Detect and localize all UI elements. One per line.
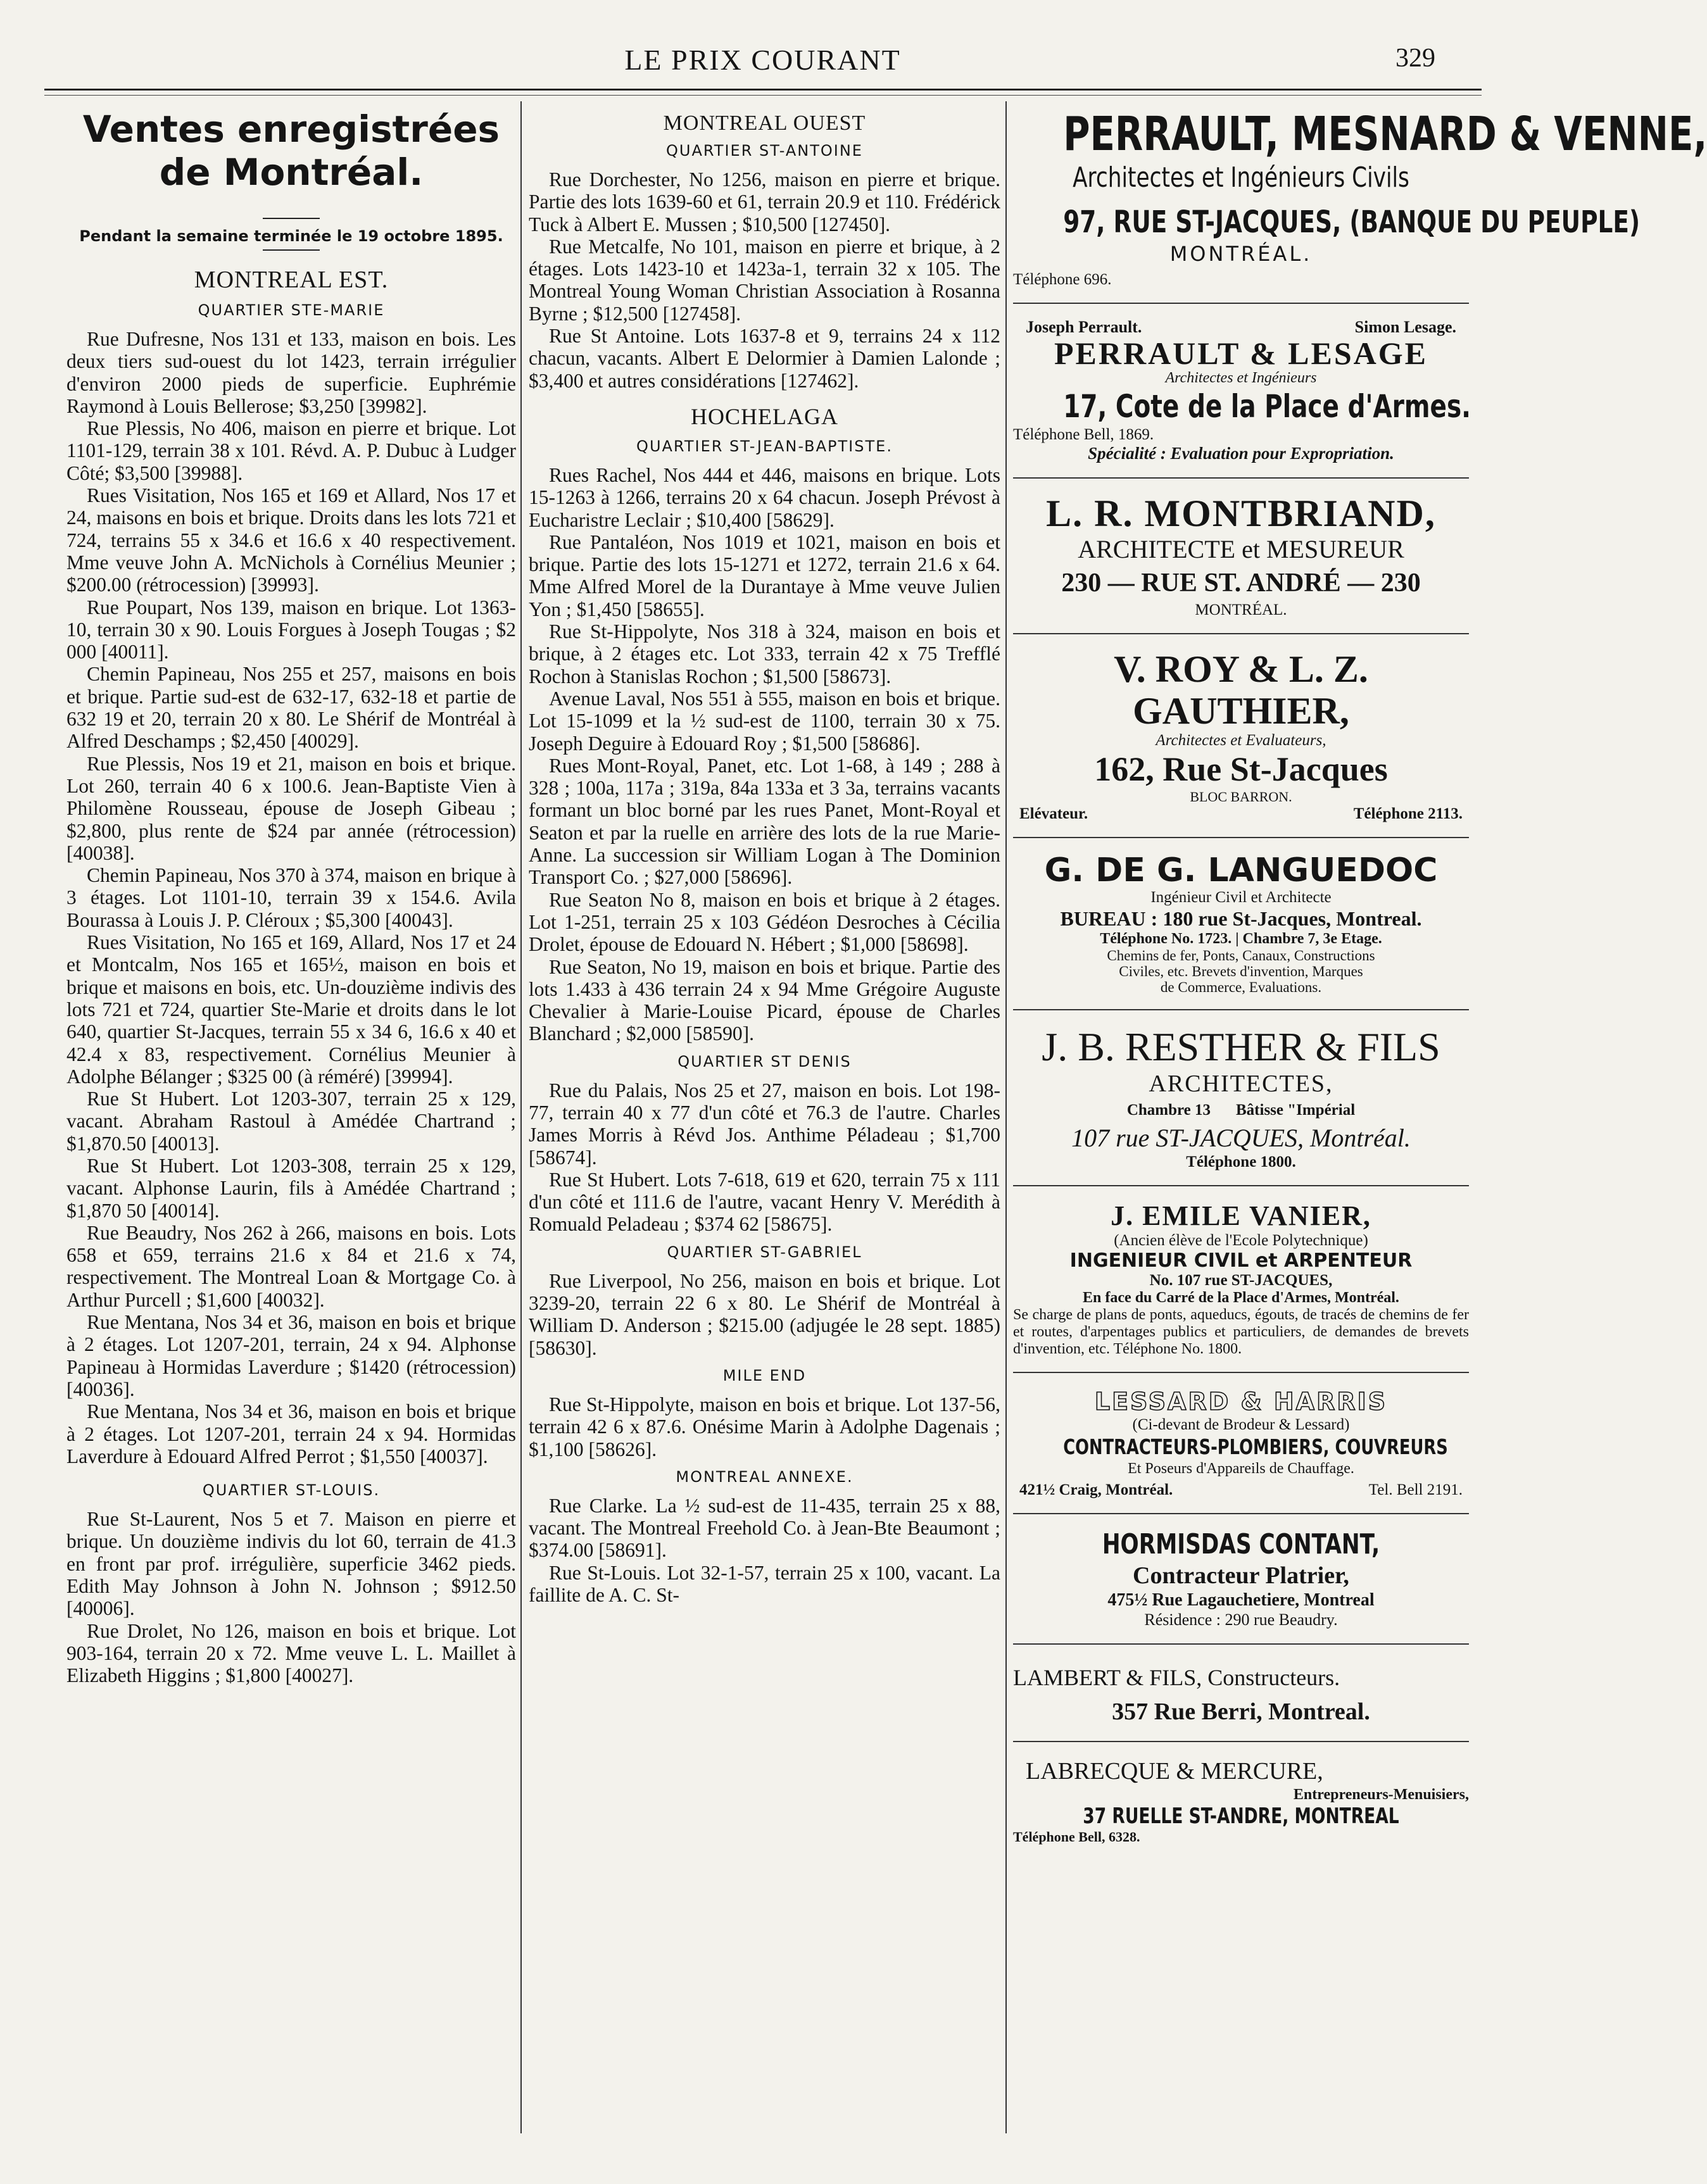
sale-entry: Rues Visitation, Nos 165 et 169 et Allard, Nos 17 et 24, maisons en bois et brique. Droits dans les lots 721 et 724, terrains 55 x 34.6 et 16.6 x 40 respectivement. Mme veuve John A. McNichols à Cornélius Meunier ; $200.00 (rétrocession) [39993]. — [66, 484, 516, 596]
ad-line: Et Poseurs d'Appareils de Chauffage. — [1128, 1460, 1354, 1477]
header-rule — [44, 89, 1482, 91]
quarter-heading: QUARTIER ST-GABRIEL — [667, 1243, 862, 1261]
ad-name: J. EMILE VANIER, — [1111, 1200, 1371, 1231]
ad-resther — [1013, 1024, 1469, 1171]
ad-city: MONTRÉAL. — [1169, 242, 1313, 266]
sale-entry: Rue St-Laurent, Nos 5 et 7. Maison en pierre et brique. Un douzième indivis du lot 60, terrain de 41.3 en front par prof. irrégulière, superficie 3462 pieds. Edith May Johnson à John N. Johnson ; $912.50 [40006]. — [66, 1508, 516, 1620]
ad-phone: Téléphone Bell, 6328. — [1013, 1829, 1140, 1845]
ad-address: 162, Rue St-Jacques — [1094, 750, 1388, 788]
ad-separator — [1013, 1372, 1469, 1373]
ad-separator — [1013, 1741, 1469, 1742]
ad-footer — [1013, 805, 1469, 823]
ad-name: G. DE G. LANGUEDOC — [1044, 851, 1438, 889]
ad-phone: Téléphone 1800. — [1186, 1153, 1296, 1170]
ad-partner-left: Joseph Perrault. — [1026, 318, 1142, 336]
ad-address: 421½ Craig, Montréal. — [1019, 1481, 1173, 1498]
ad-phone: Tel. Bell 2191. — [1368, 1481, 1463, 1498]
quarter-heading: QUARTIER ST-ANTOINE — [666, 142, 863, 160]
ad-name: L. R. MONTBRIAND, — [1046, 493, 1436, 534]
ad-specialty: Spécialité : Evaluation pour Expropriation. — [1088, 444, 1394, 463]
ad-line: No. 107 rue ST-JACQUES, — [1149, 1272, 1333, 1289]
ad-montbriand — [1013, 493, 1469, 619]
ad-address: 97, RUE ST-JACQUES, (BANQUE DU PEUPLE) — [1063, 204, 1641, 240]
ad-subtitle: Ingénieur Civil et Architecte — [1150, 889, 1332, 906]
page-header — [0, 39, 1525, 84]
ad-name: LABRECQUE & MERCURE, — [1026, 1758, 1323, 1785]
ad-name: V. ROY & L. Z. GAUTHIER, — [1114, 648, 1368, 732]
ad-languedoc — [1013, 852, 1469, 995]
ad-roy-gauthier — [1013, 648, 1469, 823]
ad-services: Civiles, etc. Brevets d'invention, Marques — [1119, 963, 1363, 979]
sale-entry: Rue Dorchester, No 1256, maison en pierre et brique. Partie des lots 1639-60 et 61, terrain 20.9 et 110. Frédérick Tuck à Albert E. Mussen ; $10,500 [127450]. — [529, 168, 1000, 235]
ad-line: (Ancien élève de l'Ecole Polytechnique) — [1114, 1232, 1368, 1249]
ad-name: LAMBERT & FILS, Constructeurs. — [1013, 1665, 1340, 1690]
ad-separator — [1013, 1513, 1469, 1514]
sale-entry: Rues Rachel, Nos 444 et 446, maisons en brique. Lots 15-1263 à 1266, terrains 20 x 64 chacun. Joseph Prévost à Eucharistre Leclair ; $10,400 [58629]. — [529, 463, 1000, 531]
section-heading: HOCHELAGA — [691, 403, 838, 429]
ad-line: En face du Carré de la Place d'Armes, Montréal. — [1083, 1290, 1399, 1306]
sale-entry: Chemin Papineau, Nos 255 et 257, maisons en bois et brique. Partie sud-est de 632-17, 632-18 et partie de 632 19 et 20, terrain 20 x 80. Le Shérif de Montréal à Alfred Deschamps ; $2,450 [40029]. — [66, 663, 516, 753]
sale-entry: Rues Visitation, No 165 et 169, Allard, Nos 17 et 24 et Montcalm, Nos 165 et 165½, maison en bois et brique et maisons en bois, etc. Un-douzième indivis des lots 721 et 724, quartier Ste-Marie et droits dans le lot 640, quartier St-Jacques, terrain 55 x 34 6, 16.6 x 40 et 42.4 x 83, respectivement. Cornélius Meunier à Adolphe Bélanger ; $325 00 (à réméré) [39994]. — [66, 931, 516, 1088]
ad-separator — [1013, 837, 1469, 838]
sale-entry: Rue Pantaléon, Nos 1019 et 1021, maison en bois et brique. Partie des lots 15-1271 et 1272, terrain 21.6 x 64. Mme Alfred Morel de la Durantaye à Mme veuve Julien Yon ; $1,450 [58655]. — [529, 530, 1000, 620]
sale-entry: Rue St-Louis. Lot 32-1-57, terrain 25 x 100, vacant. La faillite de A. C. St- — [529, 1561, 1000, 1607]
ad-separator — [1013, 477, 1469, 479]
quarter-heading: MILE END — [722, 1366, 807, 1384]
quarter-heading: QUARTIER ST DENIS — [677, 1052, 852, 1070]
ad-separator — [1013, 303, 1469, 304]
ad-room: Chambre 13 — [1126, 1101, 1211, 1119]
ad-separator — [1013, 1643, 1469, 1645]
ad-subtitle: ARCHITECTE et MESUREUR — [1078, 535, 1404, 563]
header-rule-thin — [44, 95, 1482, 96]
sale-entry: Rue Seaton, No 19, maison en bois et brique. Partie des lots 1.433 à 436 terrain 24 x 94 Mme Grégoire Auguste Chevalier à Marie-Louise Picard, épouse de Charles Blanchard ; $2,000 [58590]. — [529, 955, 1000, 1045]
column-advertisements — [1013, 107, 1707, 1845]
column-sales-west — [529, 108, 1000, 1606]
ad-building: BLOC BARRON. — [1190, 789, 1292, 805]
ad-separator — [1013, 1009, 1469, 1010]
divider — [263, 249, 320, 251]
ad-subtitle: Architectes et Ingénieurs — [1165, 370, 1317, 386]
ad-phone: Téléphone 696. — [1013, 271, 1112, 288]
ad-city: MONTRÉAL. — [1195, 601, 1287, 618]
ad-body: Se charge de plans de ponts, aqueducs, égouts, de tracés de chemins de fer et routes, d'arpentages publics et particuliers, de demandes de brevets d'invention, etc. Téléphone No. 1800. — [1013, 1307, 1469, 1357]
ad-address: 357 Rue Berri, Montreal. — [1112, 1698, 1370, 1725]
sale-entry: Rue Metcalfe, No 101, maison en pierre et brique, à 2 étages. Lots 1423-10 et 1423a-1, terrain 32 x 105. The Montreal Young Woman Christian Association à Rosanna Byrne ; $12,500 [127458]. — [529, 235, 1000, 325]
sale-entry: Rue Beaudry, Nos 262 à 266, maisons en bois. Lots 658 et 659, terrains 21.6 x 84 et 21.6 x 74, respectivement. The Montreal Loan & Mortgage Co. à Arthur Purcell ; $1,600 [40032]. — [66, 1221, 516, 1311]
ad-partner-names — [1013, 318, 1469, 337]
section-heading: MONTREAL EST. — [194, 267, 389, 293]
sale-entry: Rue Plessis, Nos 19 et 21, maison en bois et brique. Lot 260, terrain 40 6 x 100.6. Jean-Baptiste Vien à Philomène Rousseau, épouse de Joseph Gibeau ; $2,800, plus rente de $24 par année (rétrocession) [40038]. — [66, 752, 516, 864]
ad-services: de Commerce, Evaluations. — [1160, 979, 1322, 995]
sale-entry: Rue du Palais, Nos 25 et 27, maison en bois. Lot 198-77, terrain 40 x 77 d'un côté et 76.3 de l'autre. Charles James Morris à Révd Jos. Anthime Péladeau ; $1,700 [58674]. — [529, 1079, 1000, 1169]
ad-subtitle: Architectes et Evaluateurs, — [1156, 732, 1326, 749]
ad-phone: Téléphone 2113. — [1353, 805, 1463, 822]
ad-vanier — [1013, 1200, 1469, 1358]
sale-entry: Rue St-Hippolyte, Nos 318 à 324, maison en bois et brique, à 2 étages etc. Lot 333, terrain 42 x 75 Trefflé Rochon à Stanislas Rochon ; $1,500 [58673]. — [529, 620, 1000, 687]
ad-line: Résidence : 290 rue Beaudry. — [1144, 1610, 1338, 1629]
sale-entry: Rue Poupart, Nos 139, maison en brique. Lot 1363-10, terrain 30 x 90. Louis Forgues à Joseph Tougas ; $2 000 [40011]. — [66, 596, 516, 663]
sale-entry: Rue Plessis, No 406, maison en pierre et brique. Lot 1101-129, terrain 38 x 101. Révd. A. P. Dubuc à Ludger Côté; $3,500 [39988]. — [66, 417, 516, 484]
quarter-heading: QUARTIER STE-MARIE — [198, 301, 385, 319]
sale-entry: Rue Liverpool, No 256, maison en bois et brique. Lot 3239-20, terrain 22 6 x 80. Le Shérif de Montréal à William D. Anderson ; $215.00 (adjugée le 28 sept. 1885) [58630]. — [529, 1269, 1000, 1359]
ad-elevator: Elévateur. — [1019, 805, 1088, 822]
quarter-heading: QUARTIER ST-LOUIS. — [202, 1481, 381, 1500]
page-number: 329 — [1395, 44, 1435, 73]
ad-contant — [1013, 1528, 1469, 1629]
ad-address: 17, Cote de la Place d'Armes. — [1063, 388, 1471, 425]
column-sales-east — [66, 108, 516, 1687]
ad-separator — [1013, 633, 1469, 634]
ad-perrault-lesage — [1013, 318, 1469, 463]
ad-line: CONTRACTEURS-PLOMBIERS, COUVREURS — [1063, 1434, 1448, 1459]
ad-line: INGENIEUR CIVIL et ARPENTEUR — [1069, 1250, 1413, 1272]
ad-lessard-harris — [1013, 1387, 1469, 1499]
sale-entry: Avenue Laval, Nos 551 à 555, maison en bois et brique. Lot 15-1099 et la ½ sud-est de 1100, terrain 30 x 75. Joseph Deguire à Edouard Roy ; $1,500 [58686]. — [529, 687, 1000, 755]
ad-address: 230 — RUE ST. ANDRÉ — 230 — [1061, 568, 1421, 598]
ad-line: Entrepreneurs-Menuisiers, — [1293, 1786, 1469, 1803]
sale-entry: Rue Drolet, No 126, maison en bois et brique. Lot 903-164, terrain 20 x 72. Mme veuve L. L. Maillet à Elizabeth Higgins ; $1,800 [40027]. — [66, 1619, 516, 1687]
quarter-heading: MONTREAL ANNEXE. — [676, 1467, 854, 1486]
ad-line: Contracteur Platrier, — [1133, 1562, 1349, 1589]
ad-address: BUREAU : 180 rue St-Jacques, Montreal. — [1060, 907, 1422, 930]
quarter-heading: QUARTIER ST-JEAN-BAPTISTE. — [636, 437, 893, 455]
ad-subtitle: Architectes et Ingénieurs Civils — [1073, 161, 1409, 194]
ad-name: PERRAULT, MESNARD & VENNE, — [1063, 107, 1707, 161]
ad-phone: Téléphone No. 1723. | Chambre 7, 3e Etage. — [1100, 931, 1382, 947]
ad-footer — [1013, 1478, 1469, 1499]
ad-building: Bâtisse "Impérial — [1236, 1101, 1356, 1119]
ad-subtitle: ARCHITECTES, — [1149, 1070, 1333, 1097]
article-title-line1: Ventes enregistrées — [82, 108, 500, 151]
article-title-line2: de Montréal. — [159, 151, 424, 194]
sale-entry: Rue Mentana, Nos 34 et 36, maison en bois et brique à 2 étages. Lot 1207-201, terrain 24 x 94. Hormidas Laverdure à Edouard Alfred Perrot ; $1,550 [40037]. — [66, 1400, 516, 1467]
ad-line: 37 RUELLE ST-ANDRE, MONTREAL — [1083, 1804, 1399, 1829]
sale-entry: Rue Dufresne, Nos 131 et 133, maison en bois. Les deux tiers sud-ouest du lot 1423, terrain irrégulier d'environ 2000 pieds de superficie. Euphrémie Raymond à Louis Bellerose; $3,250 [39982]. — [66, 328, 516, 417]
article-period: Pendant la semaine terminée le 19 octobre 1895. — [79, 227, 503, 245]
sale-entry: Chemin Papineau, Nos 370 à 374, maison en brique à 3 étages. Lot 1101-10, terrain 39 x 154.6. Avila Bourassa à Louis J. P. Cléroux ; $5,300 [40043]. — [66, 864, 516, 931]
ad-lambert — [1013, 1659, 1469, 1727]
section-heading: MONTREAL OUEST — [663, 111, 866, 135]
ad-partner-right: Simon Lesage. — [1354, 318, 1456, 336]
ad-separator — [1013, 1185, 1469, 1186]
sale-entry: Rue Seaton No 8, maison en bois et brique à 2 étages. Lot 1-251, terrain 25 x 103 Gédéon Desroches à Cécilia Drolet, épouse de Edouard N. Hébert ; $1,000 [58698]. — [529, 888, 1000, 956]
sale-entry: Rue St Hubert. Lot 1203-308, terrain 25 x 129, vacant. Alphonse Laurin, fils à Amédée Chartrand ; $1,870 50 [40014]. — [66, 1154, 516, 1222]
column-divider-2 — [1005, 101, 1007, 2133]
ad-name: HORMISDAS CONTANT, — [1102, 1528, 1380, 1560]
sale-entry: Rue Mentana, Nos 34 et 36, maison en bois et brique à 2 étages. Lot 1207-201, terrain, 24 x 94. Alphonse Papineau à Hormidas Laverdure ; $1420 (rétrocession) [40036]. — [66, 1311, 516, 1400]
ad-name: LESSARD & HARRIS — [1094, 1388, 1388, 1415]
journal-title: LE PRIX COURANT — [624, 44, 901, 76]
sale-entry: Rue Clarke. La ½ sud-est de 11-435, terrain 25 x 88, vacant. The Montreal Freehold Co. à Jean-Bte Beaumont ; $374.00 [58691]. — [529, 1494, 1000, 1562]
column-divider-1 — [520, 101, 522, 2133]
ad-room-line — [1013, 1101, 1469, 1119]
ad-phone: Téléphone Bell, 1869. — [1013, 426, 1154, 443]
sale-entry: Rue St Antoine. Lots 1637-8 et 9, terrains 24 x 112 chacun, vacants. Albert E Delormier à Damien Lalonde ; $3,400 et autres considérations [127462]. — [529, 325, 1000, 392]
ad-services: Chemins de fer, Ponts, Canaux, Constructions — [1107, 948, 1375, 963]
ad-address: 107 rue ST-JACQUES, Montréal. — [1071, 1124, 1411, 1152]
ad-line: (Ci-devant de Brodeur & Lessard) — [1132, 1416, 1350, 1433]
ad-line: 475½ Rue Lagauchetiere, Montreal — [1107, 1590, 1375, 1610]
divider — [263, 218, 320, 219]
sale-entry: Rues Mont-Royal, Panet, etc. Lot 1-68, à 149 ; 288 à 328 ; 100a, 117a ; 319a, 84a 133a et 3 3a, terrains vacants formant un bloc borné par les rues Panet, Mont-Royal et Seaton et par la ruelle en arrière des lots de la rue Marie-Anne. La succession sir William Logan à The Dominion Transport Co. ; $27,000 [58696]. — [529, 754, 1000, 889]
ad-labrecque — [1013, 1756, 1469, 1845]
ad-name: PERRAULT & LESAGE — [1054, 336, 1428, 371]
sale-entry: Rue St Hubert. Lot 1203-307, terrain 25 x 129, vacant. Abraham Rastoul à Amédée Chartrand ; $1,870.50 [40013]. — [66, 1088, 516, 1155]
sale-entry: Rue St-Hippolyte, maison en bois et brique. Lot 137-56, terrain 42 6 x 87.6. Onésime Marin à Adolphe Dagenais ; $1,100 [58626]. — [529, 1393, 1000, 1460]
ad-perrault-mesnard-venne — [1013, 107, 1707, 289]
sale-entry: Rue St Hubert. Lots 7-618, 619 et 620, terrain 75 x 111 d'un côté et 111.6 de l'autre, vacant Henry V. Merédith à Romuald Peladeau ; $374 62 [58675]. — [529, 1168, 1000, 1236]
ad-name: J. B. RESTHER & FILS — [1042, 1024, 1440, 1069]
